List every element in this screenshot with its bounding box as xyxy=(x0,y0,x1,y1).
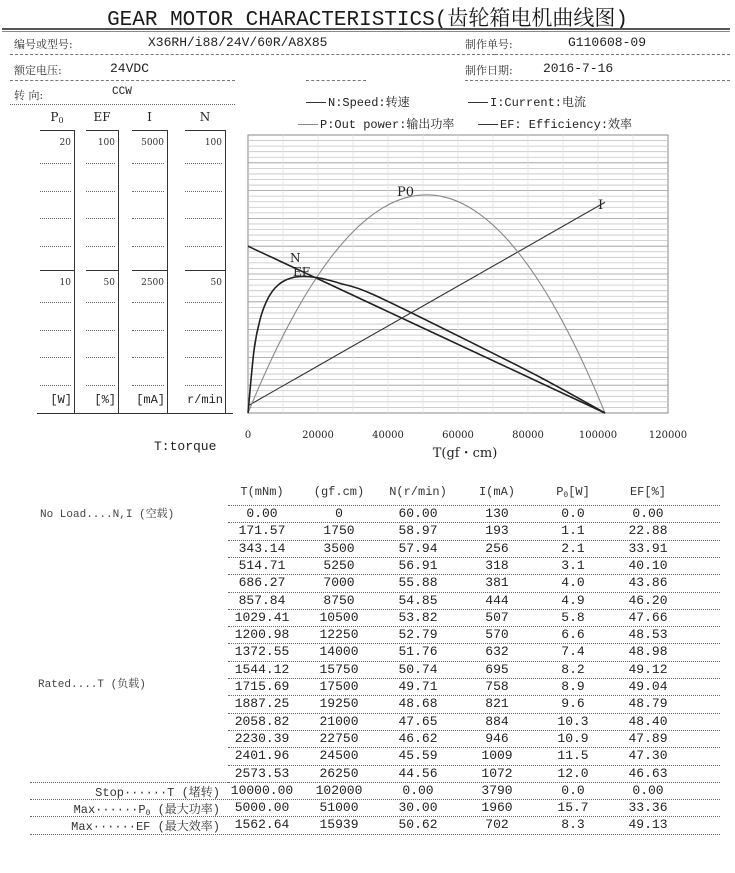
voltage-value: 24VDC xyxy=(110,61,150,76)
scale-unit-label: [mA] xyxy=(136,393,165,407)
table-cell: 17500 xyxy=(319,679,359,694)
table-cell: 343.14 xyxy=(238,540,286,556)
table-cell: 58.97 xyxy=(398,523,438,539)
table-cell: 256 xyxy=(485,540,509,556)
curve-label-n: N xyxy=(290,251,301,265)
table-cell: 2401.96 xyxy=(234,748,290,764)
table-cell: 49.71 xyxy=(398,679,438,694)
table-cell: 56.91 xyxy=(398,557,438,573)
x-tick-label: 0 xyxy=(244,430,252,441)
table-cell: 15750 xyxy=(319,661,359,677)
voltage-label: 额定电压: xyxy=(14,64,62,77)
table-cell: 8.2 xyxy=(561,661,585,677)
table-cell: 0.0 xyxy=(561,782,585,798)
table-cell: 4.9 xyxy=(561,592,585,608)
table-cell: 54.85 xyxy=(398,592,438,608)
table-row-rule xyxy=(30,834,720,835)
date-value: 2016-7-16 xyxy=(543,61,614,76)
table-cell: 3500 xyxy=(323,540,355,556)
table-cell: 49.13 xyxy=(628,817,668,833)
table-cell: 7.4 xyxy=(561,644,585,660)
table-cell: 0.00 xyxy=(246,506,278,521)
table-cell: 51000 xyxy=(319,800,359,816)
scale-header-text: EF xyxy=(93,110,111,124)
header-subscript: 0 xyxy=(563,491,569,500)
table-cell: 444 xyxy=(485,592,509,608)
table-cell: 22.88 xyxy=(628,523,668,539)
x-tick-label: 100000 xyxy=(578,430,618,441)
torque-note: T:torque xyxy=(154,439,217,454)
table-cell: 1562.64 xyxy=(234,817,290,833)
table-cell: 52.79 xyxy=(398,627,438,643)
table-cell: 3.1 xyxy=(561,557,585,573)
table-header-cell: (gf.cm) xyxy=(313,485,365,499)
table-cell: 44.56 xyxy=(398,765,438,781)
table-cell: 0 xyxy=(335,506,343,521)
table-cell: 14000 xyxy=(319,644,359,660)
table-cell: 2.1 xyxy=(561,540,585,556)
table-cell: 1887.25 xyxy=(234,696,290,712)
table-cell: 5250 xyxy=(323,557,355,573)
scale-mid-value: 2500 xyxy=(141,278,164,288)
scale-unit-label: r/min xyxy=(186,393,223,407)
table-cell: 49.04 xyxy=(628,679,668,694)
table-cell: 11.5 xyxy=(557,748,589,764)
header-text: P xyxy=(556,485,564,499)
table-cell: 48.68 xyxy=(398,696,438,712)
table-cell: 946 xyxy=(485,730,509,746)
header-text: [W] xyxy=(568,485,590,499)
x-tick-label: 120000 xyxy=(648,430,688,441)
legend-efficiency-label: EF: Efficiency:效率 xyxy=(500,118,633,132)
table-cell: 47.89 xyxy=(628,730,668,746)
table-cell: 0.00 xyxy=(632,506,664,521)
table-cell: 2230.39 xyxy=(234,730,290,746)
table-cell: 47.30 xyxy=(628,748,668,764)
curve-label-p0: P0 xyxy=(397,185,415,200)
table-cell: 1.1 xyxy=(561,523,585,539)
table-cell: 33.91 xyxy=(628,540,668,556)
table-cell: 10.9 xyxy=(557,730,589,746)
table-cell: 60.00 xyxy=(398,506,438,521)
table-cell: 50.74 xyxy=(398,661,438,677)
scale-header-text: N xyxy=(199,110,211,124)
table-header-cell: T(mNm) xyxy=(240,485,284,499)
table-cell: 47.66 xyxy=(628,609,668,625)
table-cell: 10500 xyxy=(319,609,359,625)
curve-label-ef: EF xyxy=(293,265,311,279)
table-cell: 1029.41 xyxy=(234,609,290,625)
table-cell: 4.0 xyxy=(561,575,585,591)
special-row-label: Max······EF (最大效率) xyxy=(71,820,220,835)
table-cell: 15939 xyxy=(319,817,359,833)
table-header-cell: I(mA) xyxy=(478,485,515,499)
scale-top-value: 20 xyxy=(59,138,71,148)
table-cell: 53.82 xyxy=(398,609,438,625)
legend-power-label: P:Out power:输出功率 xyxy=(320,118,455,132)
table-cell: 1200.98 xyxy=(234,627,290,643)
table-cell: 5.8 xyxy=(561,609,585,625)
x-tick-label: 40000 xyxy=(372,430,404,441)
table-cell: 0.0 xyxy=(561,506,585,521)
table-cell: 12250 xyxy=(319,627,359,643)
scale-unit-label: [W] xyxy=(50,393,72,407)
table-cell: 507 xyxy=(485,609,509,625)
table-cell: 318 xyxy=(485,557,509,573)
special-row-label: Stop······T (堵转) xyxy=(95,785,220,800)
scale-mid-value: 50 xyxy=(210,278,222,288)
table-cell: 1072 xyxy=(481,765,513,781)
table-cell: 857.84 xyxy=(238,592,286,608)
table-cell: 46.63 xyxy=(628,765,668,781)
model-value: X36RH/i88/24V/60R/A8X85 xyxy=(148,35,328,50)
table-cell: 15.7 xyxy=(557,800,589,816)
direction-value: CCW xyxy=(112,86,132,98)
table-cell: 171.57 xyxy=(238,523,286,539)
page-title: GEAR MOTOR CHARACTERISTICS(齿轮箱电机曲线图) xyxy=(107,9,628,32)
table-cell: 8750 xyxy=(323,592,355,608)
x-tick-label: 20000 xyxy=(302,430,334,441)
table-cell: 7000 xyxy=(323,575,355,591)
table-cell: 10000.00 xyxy=(230,782,294,798)
table-cell: 10.3 xyxy=(557,713,589,729)
scale-mid-value: 10 xyxy=(59,278,71,288)
table-cell: 48.40 xyxy=(628,713,668,729)
table-cell: 19250 xyxy=(319,696,359,712)
x-tick-label: 80000 xyxy=(512,430,544,441)
table-cell: 6.6 xyxy=(561,627,585,643)
table-cell: 102000 xyxy=(315,782,363,798)
table-cell: 43.86 xyxy=(628,575,668,591)
table-cell: 686.27 xyxy=(238,575,286,591)
table-cell: 33.36 xyxy=(628,800,668,816)
table-cell: 695 xyxy=(485,661,509,677)
table-cell: 55.88 xyxy=(398,575,438,591)
table-cell: 1715.69 xyxy=(234,679,290,694)
table-cell: 193 xyxy=(485,523,509,539)
table-cell: 8.3 xyxy=(561,817,585,833)
table-cell: 45.59 xyxy=(398,748,438,764)
order-value: G110608-09 xyxy=(568,35,647,50)
table-cell: 48.79 xyxy=(628,696,668,712)
table-cell: 50.62 xyxy=(398,817,438,833)
table-cell: 3790 xyxy=(481,782,513,798)
scale-header-text: I xyxy=(147,110,152,124)
table-cell: 570 xyxy=(485,627,509,643)
scale-header-text: P xyxy=(50,110,59,124)
table-cell: 49.12 xyxy=(628,661,668,677)
table-cell: 9.6 xyxy=(561,696,585,712)
table-cell: 48.98 xyxy=(628,644,668,660)
legend-current-label: I:Current:电流 xyxy=(490,96,587,110)
table-cell: 758 xyxy=(485,679,509,694)
table-cell: 0.00 xyxy=(632,782,664,798)
scale-top-value: 100 xyxy=(204,138,222,148)
model-label: 编号或型号: xyxy=(14,38,73,51)
special-row-label xyxy=(20,800,220,818)
table-cell: 46.20 xyxy=(628,592,668,608)
label-subscript: 0 xyxy=(145,809,151,819)
table-cell: 1372.55 xyxy=(234,644,290,660)
table-cell: 1750 xyxy=(323,523,355,539)
table-cell: 26250 xyxy=(319,765,359,781)
row-group-label-rated: Rated....T (负载) xyxy=(38,679,146,691)
label-text: Max······P xyxy=(73,803,146,818)
table-cell: 1544.12 xyxy=(234,661,290,677)
table-cell: 57.94 xyxy=(398,540,438,556)
label-text: (最大功率) xyxy=(150,803,220,818)
scale-mid-value: 50 xyxy=(103,278,115,288)
table-cell: 51.76 xyxy=(398,644,438,660)
table-cell: 884 xyxy=(485,713,509,729)
direction-label: 转 向: xyxy=(14,89,44,102)
table-cell: 40.10 xyxy=(628,557,668,573)
table-cell: 2573.53 xyxy=(234,765,290,781)
scale-unit-label: [%] xyxy=(94,393,116,407)
table-cell: 1960 xyxy=(481,800,513,816)
row-group-label-no-load: No Load....N,I (空载) xyxy=(40,509,175,521)
table-cell: 22750 xyxy=(319,730,359,746)
table-header-cell xyxy=(538,485,608,500)
scale-top-value: 5000 xyxy=(141,138,164,148)
order-label: 制作单号: xyxy=(465,38,513,51)
table-cell: 0.00 xyxy=(402,782,434,798)
table-header-cell: N(r/min) xyxy=(389,485,447,499)
x-tick-label: 60000 xyxy=(442,430,474,441)
table-header-cell: EF[%] xyxy=(629,485,666,499)
scale-top-value: 100 xyxy=(97,138,115,148)
table-cell: 46.62 xyxy=(398,730,438,746)
table-cell: 8.9 xyxy=(561,679,585,694)
legend-speed-label: N:Speed:转速 xyxy=(328,96,410,110)
table-cell: 5000.00 xyxy=(234,800,290,816)
table-cell: 12.0 xyxy=(557,765,589,781)
table-cell: 21000 xyxy=(319,713,359,729)
table-cell: 130 xyxy=(485,506,509,521)
table-cell: 2058.82 xyxy=(234,713,290,729)
table-cell: 48.53 xyxy=(628,627,668,643)
table-cell: 702 xyxy=(485,817,509,833)
curve-label-i: I xyxy=(598,198,604,213)
table-cell: 632 xyxy=(485,644,509,660)
table-cell: 821 xyxy=(485,696,509,712)
scale-header-subscript: 0 xyxy=(58,116,64,125)
table-cell: 47.65 xyxy=(398,713,438,729)
x-axis-title: T(gf・cm) xyxy=(432,446,498,461)
date-label: 制作日期: xyxy=(465,64,513,77)
table-cell: 30.00 xyxy=(398,800,438,816)
table-cell: 381 xyxy=(485,575,509,591)
table-cell: 514.71 xyxy=(238,557,286,573)
table-cell: 24500 xyxy=(319,748,359,764)
table-cell: 1009 xyxy=(481,748,513,764)
